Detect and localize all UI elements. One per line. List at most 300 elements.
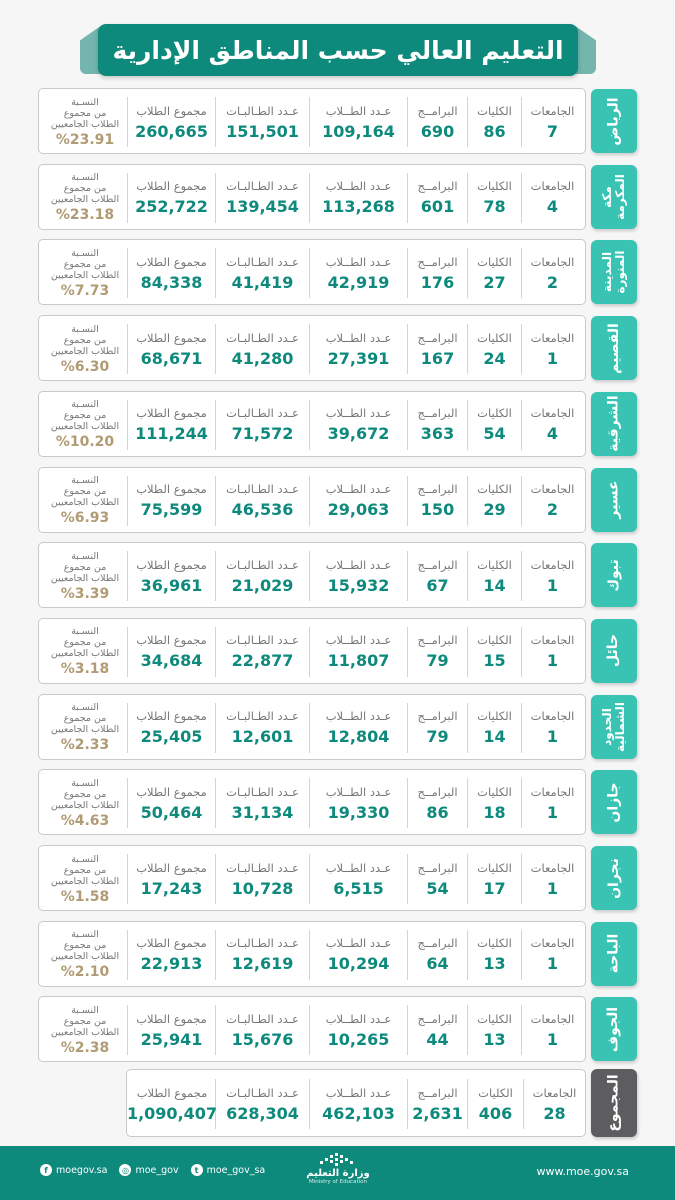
- programs-value: 44: [426, 1029, 449, 1049]
- male-students-label: عـدد الطــلاب: [325, 784, 392, 799]
- colleges-label: الكليات: [477, 406, 512, 421]
- region-name: نجران: [605, 857, 622, 899]
- colleges-label: الكليات: [477, 254, 512, 269]
- region-tab: [591, 89, 637, 153]
- region-row: [0, 618, 675, 688]
- percent-value: %6.30: [60, 358, 110, 375]
- percent-cell: [43, 244, 127, 302]
- programs-cell: [407, 97, 467, 147]
- total-students-label: مجموع الطلاب: [136, 784, 207, 799]
- female-students-cell: [215, 627, 309, 677]
- social-links: [40, 1164, 265, 1176]
- universities-value: 1: [546, 348, 559, 368]
- total-universities-value: 28: [543, 1103, 566, 1123]
- percent-label: الطلاب الجامعيين: [50, 118, 120, 130]
- percent-label: من مجموع: [63, 410, 107, 422]
- instagram-icon: ◎: [119, 1164, 131, 1176]
- region-tab: [591, 165, 637, 229]
- total-students-cell: [127, 703, 215, 753]
- universities-label: الجامعات: [530, 482, 575, 496]
- programs-label: البرامــج: [417, 103, 458, 118]
- page-title: التعليم العالي حسب المناطق الإدارية: [112, 35, 564, 65]
- region-card: [38, 467, 586, 533]
- colleges-label: الكليات: [477, 103, 512, 118]
- male-students-value: 29,063: [327, 500, 390, 519]
- colleges-value: 27: [483, 272, 506, 292]
- percent-label: من مجموع: [63, 788, 107, 800]
- male-students-cell: [309, 930, 407, 980]
- female-label: عـدد الطـالبـات: [226, 1085, 299, 1100]
- percent-label: من مجموع: [63, 486, 107, 497]
- programs-value: 64: [426, 954, 449, 974]
- programs-cell: [407, 551, 467, 601]
- total-card: [126, 1069, 586, 1137]
- male-students-label: عـدد الطــلاب: [325, 1011, 392, 1026]
- region-card: [38, 164, 586, 230]
- male-students-cell: [309, 551, 407, 601]
- region-card: [38, 921, 586, 987]
- region-row: [0, 315, 675, 385]
- programs-cell: [407, 930, 467, 980]
- percent-label: الطلاب الجامعيين: [50, 951, 120, 963]
- universities-value: 7: [546, 121, 559, 141]
- universities-value: 2: [546, 272, 559, 292]
- percent-label: الطلاب الجامعيين: [50, 572, 120, 584]
- female-students-cell: [215, 551, 309, 601]
- percent-label: النسـبة: [71, 1004, 99, 1016]
- region-row: [0, 164, 675, 234]
- percent-label: الطلاب الجامعيين: [50, 799, 120, 811]
- universities-cell: [521, 1005, 583, 1055]
- universities-value: 1: [546, 802, 559, 822]
- total-students-label: مجموع الطلاب: [136, 1011, 207, 1026]
- male-students-cell: [309, 476, 407, 526]
- universities-value: 1: [546, 727, 559, 747]
- percent-value: %6.93: [60, 510, 110, 526]
- region-name: الرياض: [605, 96, 622, 146]
- male-students-value: 15,932: [327, 575, 390, 595]
- percent-label: الطلاب الجامعيين: [50, 724, 120, 736]
- universities-value: 2: [546, 500, 559, 519]
- programs-cell: [407, 248, 467, 298]
- universities-value: 1: [546, 954, 559, 974]
- colleges-cell: [467, 173, 521, 223]
- colleges-label: الكليات: [477, 330, 512, 345]
- male-students-value: 11,807: [327, 651, 390, 671]
- region-card: [38, 618, 586, 684]
- colleges-value: 13: [483, 954, 506, 974]
- male-students-label: عـدد الطــلاب: [325, 633, 392, 648]
- universities-cell: [521, 173, 583, 223]
- percent-cell: [43, 623, 127, 681]
- region-row: [0, 769, 675, 839]
- total-students-label: مجموع الطلاب: [136, 254, 207, 269]
- male-students-label: عـدد الطــلاب: [325, 936, 392, 951]
- percent-label: النسـبة: [71, 399, 99, 411]
- male-students-label: عـدد الطــلاب: [325, 179, 392, 194]
- universities-label: الجامعات: [530, 254, 575, 269]
- colleges-value: 78: [483, 197, 506, 217]
- total-students-value: 25,941: [140, 1029, 203, 1049]
- percent-cell: [43, 547, 127, 605]
- colleges-cell: [467, 854, 521, 904]
- website-link[interactable]: www.moe.gov.sa: [536, 1165, 629, 1178]
- female-students-cell: [215, 97, 309, 147]
- logo-text-ar: وزارة التعليم: [306, 1168, 370, 1179]
- universities-label: الجامعات: [530, 860, 575, 875]
- colleges-value: 54: [483, 424, 506, 444]
- male-students-cell: [309, 173, 407, 223]
- female-students-label: عـدد الطـالبـات: [226, 179, 299, 194]
- male-students-value: 39,672: [327, 424, 390, 444]
- percent-label: الطلاب الجامعيين: [50, 269, 120, 281]
- female-students-cell: [215, 778, 309, 828]
- female-students-value: 12,619: [231, 954, 294, 974]
- percent-cell: [43, 320, 127, 378]
- female-students-label: عـدد الطـالبـات: [226, 936, 299, 951]
- region-name: حائل: [605, 634, 622, 668]
- universities-cell: [521, 248, 583, 298]
- region-name: مكة المكرمة: [600, 173, 627, 220]
- female-students-cell: [215, 703, 309, 753]
- region-card: [38, 88, 586, 154]
- programs-cell: [407, 324, 467, 374]
- percent-label: النسـبة: [71, 702, 99, 714]
- universities-label: الجامعات: [530, 936, 575, 951]
- male-students-cell: [309, 854, 407, 904]
- region-row: [0, 921, 675, 991]
- female-students-label: عـدد الطـالبـات: [226, 860, 299, 875]
- colleges-cell: [467, 324, 521, 374]
- region-card: [38, 391, 586, 457]
- percent-label: النسـبة: [71, 247, 99, 259]
- female-students-label: عـدد الطـالبـات: [226, 406, 299, 421]
- region-tab: [591, 695, 637, 759]
- female-students-value: 46,536: [231, 500, 294, 519]
- region-tab: [591, 997, 637, 1061]
- colleges-label: الكليات: [477, 784, 512, 799]
- colleges-label: الكليات: [477, 709, 512, 724]
- colleges-cell: [467, 248, 521, 298]
- twitter-icon: t: [191, 1164, 203, 1176]
- male-label: عـدد الطــلاب: [325, 1085, 392, 1100]
- male-students-value: 113,268: [322, 197, 395, 217]
- region-card: [38, 239, 586, 305]
- male-students-value: 109,164: [322, 121, 395, 141]
- programs-cell: [407, 1005, 467, 1055]
- female-students-value: 15,676: [231, 1029, 294, 1049]
- region-name: الباحة: [605, 933, 622, 974]
- female-students-label: عـدد الطـالبـات: [226, 482, 299, 496]
- female-students-cell: [215, 400, 309, 450]
- region-row: [0, 239, 675, 309]
- title-banner: [80, 20, 596, 80]
- total-programs-cell: [407, 1079, 467, 1129]
- male-students-cell: [309, 97, 407, 147]
- universities-label: الجامعات: [532, 1085, 577, 1100]
- male-students-label: عـدد الطــلاب: [325, 482, 392, 496]
- percent-value: %23.18: [55, 207, 115, 224]
- universities-cell: [521, 476, 583, 526]
- female-students-value: 41,419: [231, 272, 294, 292]
- male-students-value: 10,265: [327, 1029, 390, 1049]
- region-tab: [591, 846, 637, 910]
- region-row: [0, 542, 675, 612]
- percent-value: %10.20: [55, 434, 115, 451]
- colleges-cell: [467, 930, 521, 980]
- total-students-cell: [127, 778, 215, 828]
- region-card: [38, 542, 586, 608]
- total-students-value: 84,338: [140, 272, 203, 292]
- total-students-label: مجموع الطلاب: [136, 709, 207, 724]
- instagram-handle: moe_gov: [135, 1164, 179, 1176]
- footer: [0, 1146, 675, 1200]
- percent-label: الطلاب الجامعيين: [50, 648, 120, 660]
- total-students-label: مجموع الطلاب: [136, 936, 207, 951]
- universities-cell: [521, 778, 583, 828]
- twitter-handle: moe_gov_sa: [206, 1164, 266, 1176]
- region-card: [38, 845, 586, 911]
- programs-label: البرامــج: [417, 330, 458, 345]
- universities-cell: [521, 854, 583, 904]
- programs-cell: [407, 778, 467, 828]
- total-label: المجموع: [606, 1074, 623, 1132]
- programs-value: 176: [420, 272, 455, 292]
- universities-value: 1: [546, 1029, 559, 1049]
- female-students-value: 22,877: [231, 651, 294, 671]
- programs-label: البرامــج: [417, 557, 458, 572]
- total-students-value: 50,464: [140, 802, 203, 822]
- universities-label: الجامعات: [530, 633, 575, 648]
- percent-label: من مجموع: [63, 940, 107, 952]
- colleges-value: 24: [483, 348, 506, 368]
- percent-label: الطلاب الجامعيين: [50, 1026, 120, 1038]
- female-students-label: عـدد الطـالبـات: [226, 709, 299, 724]
- female-students-cell: [215, 930, 309, 980]
- universities-value: 4: [546, 424, 559, 444]
- universities-cell: [521, 400, 583, 450]
- region-tab: [591, 922, 637, 986]
- programs-label: البرامــج: [417, 860, 458, 875]
- region-name: جازان: [605, 782, 622, 823]
- instagram-link[interactable]: [119, 1164, 178, 1176]
- total-female-cell: [215, 1079, 309, 1129]
- total-students-cell: [127, 248, 215, 298]
- total-students-value: 68,671: [140, 348, 203, 368]
- total-female-value: 628,304: [226, 1103, 299, 1123]
- male-students-value: 19,330: [327, 802, 390, 822]
- programs-value: 79: [426, 727, 449, 747]
- male-students-value: 27,391: [327, 348, 390, 368]
- female-students-cell: [215, 854, 309, 904]
- programs-label: البرامــج: [417, 179, 458, 194]
- total-students-label: مجموع الطلاب: [136, 1085, 208, 1100]
- female-students-label: عـدد الطـالبـات: [226, 254, 299, 269]
- programs-label: البرامــج: [417, 406, 458, 421]
- colleges-label: الكليات: [477, 557, 512, 572]
- universities-cell: [521, 703, 583, 753]
- percent-value: %2.38: [60, 1039, 110, 1056]
- logo-text-en: Ministry of Education: [308, 1179, 367, 1185]
- universities-value: 1: [546, 575, 559, 595]
- total-students-cell: [127, 627, 215, 677]
- percent-value: %3.39: [60, 585, 110, 602]
- total-students-cell: [127, 97, 215, 147]
- percent-label: الطلاب الجامعيين: [50, 875, 120, 887]
- male-students-value: 12,804: [327, 727, 390, 747]
- female-students-value: 21,029: [231, 575, 294, 595]
- percent-label: من مجموع: [63, 183, 107, 195]
- colleges-label: الكليات: [477, 633, 512, 648]
- total-students-cell: [127, 551, 215, 601]
- total-male-value: 462,103: [322, 1103, 395, 1123]
- region-row: [0, 845, 675, 915]
- universities-value: 1: [546, 651, 559, 671]
- total-students-cell: [127, 1005, 215, 1055]
- male-students-label: عـدد الطــلاب: [325, 254, 392, 269]
- percent-label: النسـبة: [71, 626, 99, 638]
- universities-label: الجامعات: [530, 709, 575, 724]
- total-students-label: مجموع الطلاب: [136, 103, 207, 118]
- region-card: [38, 769, 586, 835]
- twitter-link[interactable]: [191, 1164, 266, 1176]
- universities-value: 1: [546, 878, 559, 898]
- programs-value: 67: [426, 575, 449, 595]
- region-tab: [591, 316, 637, 380]
- female-students-value: 139,454: [226, 197, 299, 217]
- percent-label: الطلاب الجامعيين: [50, 194, 120, 206]
- total-students-label: مجموع الطلاب: [136, 330, 207, 345]
- programs-label: البرامــج: [417, 1011, 458, 1026]
- facebook-link[interactable]: [40, 1164, 107, 1176]
- female-students-value: 12,601: [231, 727, 294, 747]
- percent-label: من مجموع: [63, 1015, 107, 1027]
- percent-cell: [43, 926, 127, 984]
- percent-cell: [43, 699, 127, 757]
- region-tab: [591, 392, 637, 456]
- total-students-value: 17,243: [140, 878, 203, 898]
- male-students-cell: [309, 627, 407, 677]
- programs-cell: [407, 703, 467, 753]
- region-row: [0, 88, 675, 158]
- programs-value: 150: [420, 500, 455, 519]
- programs-label: البرامــج: [417, 709, 458, 724]
- programs-value: 86: [426, 802, 449, 822]
- percent-label: من مجموع: [63, 334, 107, 346]
- female-students-value: 151,501: [226, 121, 299, 141]
- ministry-logo: [296, 1152, 380, 1196]
- female-students-label: عـدد الطـالبـات: [226, 103, 299, 118]
- colleges-label: الكليات: [478, 1085, 513, 1100]
- programs-label: البرامــج: [417, 254, 458, 269]
- percent-label: النسـبة: [71, 777, 99, 789]
- female-students-label: عـدد الطـالبـات: [226, 557, 299, 572]
- universities-label: الجامعات: [530, 103, 575, 118]
- colleges-cell: [467, 400, 521, 450]
- total-students-cell: [127, 400, 215, 450]
- percent-label: النسـبة: [71, 550, 99, 562]
- programs-value: 167: [420, 348, 455, 368]
- male-students-value: 10,294: [327, 954, 390, 974]
- universities-label: الجامعات: [530, 179, 575, 194]
- region-name: المدينة المنورة: [600, 250, 627, 294]
- male-students-cell: [309, 703, 407, 753]
- total-label-tab: [591, 1069, 637, 1137]
- total-students-cell: [127, 854, 215, 904]
- total-students-cell: [127, 173, 215, 223]
- percent-cell: [43, 472, 127, 530]
- colleges-label: الكليات: [477, 482, 512, 496]
- colleges-value: 14: [483, 727, 506, 747]
- title-box: [98, 24, 578, 76]
- percent-label: النسـبة: [71, 96, 99, 108]
- percent-value: %23.91: [55, 131, 115, 148]
- percent-cell: [43, 396, 127, 454]
- total-students-label: مجموع الطلاب: [136, 557, 207, 572]
- total-students-value: 36,961: [140, 575, 203, 595]
- total-total-value: 1,090,407: [126, 1103, 218, 1123]
- total-students-cell: [127, 930, 215, 980]
- male-students-label: عـدد الطــلاب: [325, 860, 392, 875]
- total-colleges-cell: [467, 1079, 523, 1129]
- female-students-value: 71,572: [231, 424, 294, 444]
- percent-label: الطلاب الجامعيين: [50, 497, 120, 508]
- universities-cell: [521, 324, 583, 374]
- colleges-cell: [467, 778, 521, 828]
- facebook-handle: moegov.sa: [56, 1164, 108, 1176]
- logo-mark-icon: [318, 1152, 358, 1168]
- total-students-cell: [127, 476, 215, 526]
- male-students-cell: [309, 248, 407, 298]
- total-programs-value: 2,631: [412, 1103, 463, 1123]
- total-male-cell: [309, 1079, 407, 1129]
- region-row: [0, 694, 675, 764]
- universities-value: 4: [546, 197, 559, 217]
- female-students-label: عـدد الطـالبـات: [226, 784, 299, 799]
- colleges-value: 15: [483, 651, 506, 671]
- colleges-value: 14: [483, 575, 506, 595]
- total-students-label: مجموع الطلاب: [136, 860, 207, 875]
- percent-label: من مجموع: [63, 561, 107, 573]
- percent-label: من مجموع: [63, 107, 107, 119]
- universities-label: الجامعات: [530, 784, 575, 799]
- percent-cell: [43, 850, 127, 908]
- region-card: [38, 996, 586, 1062]
- programs-label: البرامــج: [417, 633, 458, 648]
- programs-cell: [407, 400, 467, 450]
- percent-label: النسـبة: [71, 929, 99, 941]
- total-universities-cell: [523, 1079, 585, 1129]
- male-students-label: عـدد الطــلاب: [325, 103, 392, 118]
- colleges-cell: [467, 703, 521, 753]
- percent-label: من مجموع: [63, 637, 107, 649]
- female-students-cell: [215, 173, 309, 223]
- total-students-label: مجموع الطلاب: [136, 633, 207, 648]
- total-colleges-value: 406: [478, 1103, 513, 1123]
- percent-value: %2.33: [60, 737, 110, 754]
- female-students-cell: [215, 248, 309, 298]
- female-students-cell: [215, 476, 309, 526]
- colleges-value: 29: [483, 500, 506, 519]
- percent-cell: [43, 93, 127, 151]
- female-students-cell: [215, 324, 309, 374]
- male-students-label: عـدد الطــلاب: [325, 709, 392, 724]
- percent-value: %3.18: [60, 661, 110, 678]
- percent-label: من مجموع: [63, 713, 107, 725]
- region-name: الجوف: [605, 1006, 622, 1052]
- universities-label: الجامعات: [530, 1011, 575, 1026]
- region-tab: [591, 770, 637, 834]
